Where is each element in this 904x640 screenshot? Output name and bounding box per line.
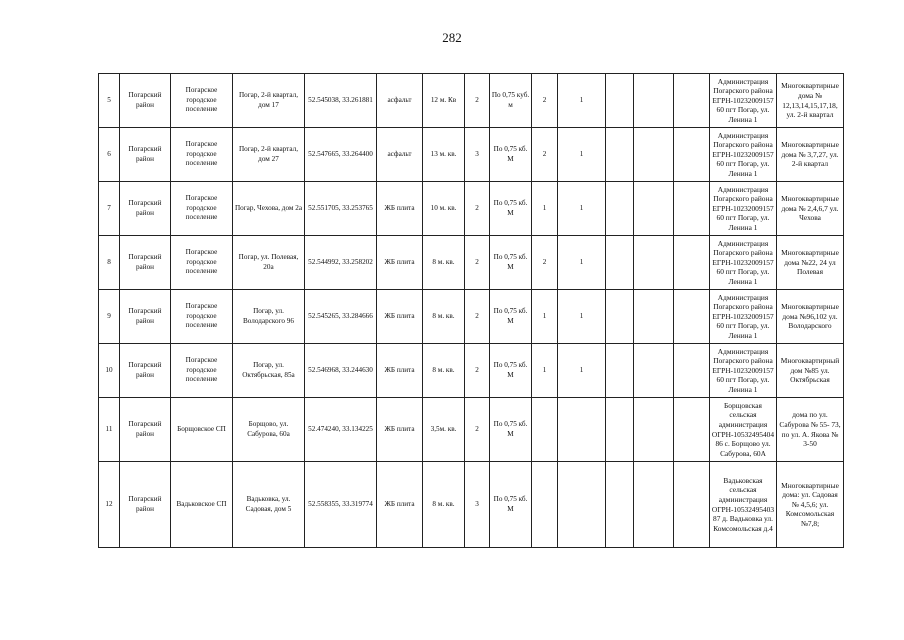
container-count-cell: 2 <box>465 236 490 290</box>
col12-cell <box>606 344 634 398</box>
container-volume-cell: По 0,75 кб. М <box>490 462 532 548</box>
col10-cell: 1 <box>532 344 558 398</box>
settlement-cell: Погарское городское поселение <box>171 344 233 398</box>
col11-cell: 1 <box>558 182 606 236</box>
surface-cell: асфальт <box>377 74 423 128</box>
surface-cell: ЖБ плита <box>377 398 423 462</box>
area-cell: 10 м. кв. <box>423 182 465 236</box>
col11-cell <box>558 398 606 462</box>
table-body <box>99 74 844 548</box>
row-number-cell: 12 <box>99 462 120 548</box>
row-number-cell: 8 <box>99 236 120 290</box>
col11-cell: 1 <box>558 128 606 182</box>
district-cell: Погарский район <box>120 236 171 290</box>
col11-cell: 1 <box>558 344 606 398</box>
address-cell: Погар, 2-й квартал, дом 27 <box>233 128 305 182</box>
row-number-cell: 7 <box>99 182 120 236</box>
col10-cell: 2 <box>532 236 558 290</box>
col14-cell <box>674 344 710 398</box>
district-cell: Погарский район <box>120 290 171 344</box>
table-row <box>99 398 844 462</box>
served-objects-cell: Многоквартирные дома № 3,7,27, ул. 2-й квартал <box>777 128 844 182</box>
col13-cell <box>634 236 674 290</box>
col13-cell <box>634 462 674 548</box>
area-cell: 8 м. кв. <box>423 290 465 344</box>
area-cell: 8 м. кв. <box>423 462 465 548</box>
address-cell: Погар, Чехова, дом 2а <box>233 182 305 236</box>
address-cell: Борщово, ул. Сабурова, 60а <box>233 398 305 462</box>
owner-cell: Администрация Погарского района ЕГРН-1023200915760 пгт Погар, ул. Ленина 1 <box>710 344 777 398</box>
district-cell: Погарский район <box>120 182 171 236</box>
col13-cell <box>634 74 674 128</box>
owner-cell: Администрация Погарского района ЕГРН-1023200915760 пгт Погар, ул. Ленина 1 <box>710 182 777 236</box>
col13-cell <box>634 344 674 398</box>
surface-cell: асфальт <box>377 128 423 182</box>
owner-cell: Борщовская сельская администрация ОГРН-1053249540486 с. Борщово ул. Сабурова, 60А <box>710 398 777 462</box>
col12-cell <box>606 290 634 344</box>
container-volume-cell: По 0,75 кб. М <box>490 398 532 462</box>
surface-cell: ЖБ плита <box>377 344 423 398</box>
col13-cell <box>634 398 674 462</box>
container-count-cell: 2 <box>465 74 490 128</box>
col11-cell: 1 <box>558 236 606 290</box>
table-row <box>99 462 844 548</box>
col11-cell <box>558 462 606 548</box>
container-volume-cell: По 0,75 кб. М <box>490 344 532 398</box>
district-cell: Погарский район <box>120 344 171 398</box>
col10-cell: 2 <box>532 74 558 128</box>
served-objects-cell: Многоквартирные дома № 2,4,6,7 ул. Чехова <box>777 182 844 236</box>
col12-cell <box>606 74 634 128</box>
coordinates-cell: 52.547665, 33.264400 <box>305 128 377 182</box>
address-cell: Погар, ул. Полевая, 20а <box>233 236 305 290</box>
page-number: 282 <box>442 30 462 45</box>
container-count-cell: 2 <box>465 182 490 236</box>
settlement-cell: Погарское городское поселение <box>171 290 233 344</box>
col12-cell <box>606 398 634 462</box>
surface-cell: ЖБ плита <box>377 236 423 290</box>
table-row <box>99 236 844 290</box>
col13-cell <box>634 182 674 236</box>
district-cell: Погарский район <box>120 462 171 548</box>
district-cell: Погарский район <box>120 128 171 182</box>
row-number-cell: 11 <box>99 398 120 462</box>
row-number-cell: 9 <box>99 290 120 344</box>
settlement-cell: Борщовское СП <box>171 398 233 462</box>
owner-cell: Администрация Погарского района ЕГРН-1023200915760 пгт Погар, ул. Ленина 1 <box>710 290 777 344</box>
registry-table <box>98 73 844 548</box>
col14-cell <box>674 182 710 236</box>
col14-cell <box>674 74 710 128</box>
settlement-cell: Погарское городское поселение <box>171 74 233 128</box>
address-cell: Погар, ул. Октябрьская, 85а <box>233 344 305 398</box>
container-volume-cell: По 0,75 кб. М <box>490 236 532 290</box>
coordinates-cell: 52.558355, 33.319774 <box>305 462 377 548</box>
surface-cell: ЖБ плита <box>377 290 423 344</box>
owner-cell: Вадьковская сельская администрация ОГРН-1053249540387 д. Вадьковка ул. Комсомольская д.4 <box>710 462 777 548</box>
settlement-cell: Погарское городское поселение <box>171 128 233 182</box>
row-number-cell: 5 <box>99 74 120 128</box>
area-cell: 8 м. кв. <box>423 236 465 290</box>
table-row <box>99 128 844 182</box>
served-objects-cell: дома по ул. Сабурова № 55- 73, по ул. А. Якова № 3-50 <box>777 398 844 462</box>
owner-cell: Администрация Погарского района ЕГРН-1023200915760 пгт Погар, ул. Ленина 1 <box>710 74 777 128</box>
container-count-cell: 2 <box>465 398 490 462</box>
col11-cell: 1 <box>558 290 606 344</box>
served-objects-cell: Многоквартирные дома №96,102 ул. Володарского <box>777 290 844 344</box>
owner-cell: Администрация Погарского района ЕГРН-1023200915760 пгт Погар, ул. Ленина 1 <box>710 236 777 290</box>
coordinates-cell: 52.474240, 33.134225 <box>305 398 377 462</box>
district-cell: Погарский район <box>120 398 171 462</box>
coordinates-cell: 52.546968, 33.244630 <box>305 344 377 398</box>
surface-cell: ЖБ плита <box>377 182 423 236</box>
container-count-cell: 2 <box>465 290 490 344</box>
address-cell: Вадьковка, ул. Садовая, дом 5 <box>233 462 305 548</box>
col10-cell: 2 <box>532 128 558 182</box>
coordinates-cell: 52.545265, 33.284666 <box>305 290 377 344</box>
address-cell: Погар, 2-й квартал, дом 17 <box>233 74 305 128</box>
container-count-cell: 2 <box>465 344 490 398</box>
col10-cell: 1 <box>532 182 558 236</box>
container-volume-cell: По 0,75 кб. М <box>490 290 532 344</box>
table-row <box>99 344 844 398</box>
address-cell: Погар, ул. Володарского 96 <box>233 290 305 344</box>
settlement-cell: Погарское городское поселение <box>171 182 233 236</box>
served-objects-cell: Многоквартирный дом №85 ул. Октябрьская <box>777 344 844 398</box>
col14-cell <box>674 290 710 344</box>
container-count-cell: 3 <box>465 128 490 182</box>
col14-cell <box>674 398 710 462</box>
table-row <box>99 290 844 344</box>
container-volume-cell: По 0,75 куб. м <box>490 74 532 128</box>
col10-cell <box>532 398 558 462</box>
area-cell: 8 м. кв. <box>423 344 465 398</box>
row-number-cell: 10 <box>99 344 120 398</box>
coordinates-cell: 52.551705, 33.253765 <box>305 182 377 236</box>
area-cell: 3,5м. кв. <box>423 398 465 462</box>
col13-cell <box>634 128 674 182</box>
row-number-cell: 6 <box>99 128 120 182</box>
settlement-cell: Вадьковское СП <box>171 462 233 548</box>
container-volume-cell: По 0,75 кб. М <box>490 182 532 236</box>
col12-cell <box>606 236 634 290</box>
table-row <box>99 182 844 236</box>
served-objects-cell: Многоквартирные дома №22, 24 ул Полевая <box>777 236 844 290</box>
table-row <box>99 74 844 128</box>
coordinates-cell: 52.544992, 33.258202 <box>305 236 377 290</box>
owner-cell: Администрация Погарского района ЕГРН-1023200915760 пгт Погар, ул. Ленина 1 <box>710 128 777 182</box>
col10-cell: 1 <box>532 290 558 344</box>
container-volume-cell: По 0,75 кб. М <box>490 128 532 182</box>
col14-cell <box>674 462 710 548</box>
col12-cell <box>606 182 634 236</box>
served-objects-cell: Многоквартирные дома № 12,13,14,15,17,18, ул. 2-й квартал <box>777 74 844 128</box>
col12-cell <box>606 462 634 548</box>
surface-cell: ЖБ плита <box>377 462 423 548</box>
col14-cell <box>674 236 710 290</box>
col12-cell <box>606 128 634 182</box>
served-objects-cell: Многоквартирные дома: ул. Садовая № 4,5,6; ул. Комсомольская №7,8; <box>777 462 844 548</box>
col11-cell: 1 <box>558 74 606 128</box>
district-cell: Погарский район <box>120 74 171 128</box>
area-cell: 13 м. кв. <box>423 128 465 182</box>
settlement-cell: Погарское городское поселение <box>171 236 233 290</box>
coordinates-cell: 52.545038, 33.261881 <box>305 74 377 128</box>
container-count-cell: 3 <box>465 462 490 548</box>
col10-cell <box>532 462 558 548</box>
area-cell: 12 м. Кв <box>423 74 465 128</box>
col13-cell <box>634 290 674 344</box>
col14-cell <box>674 128 710 182</box>
